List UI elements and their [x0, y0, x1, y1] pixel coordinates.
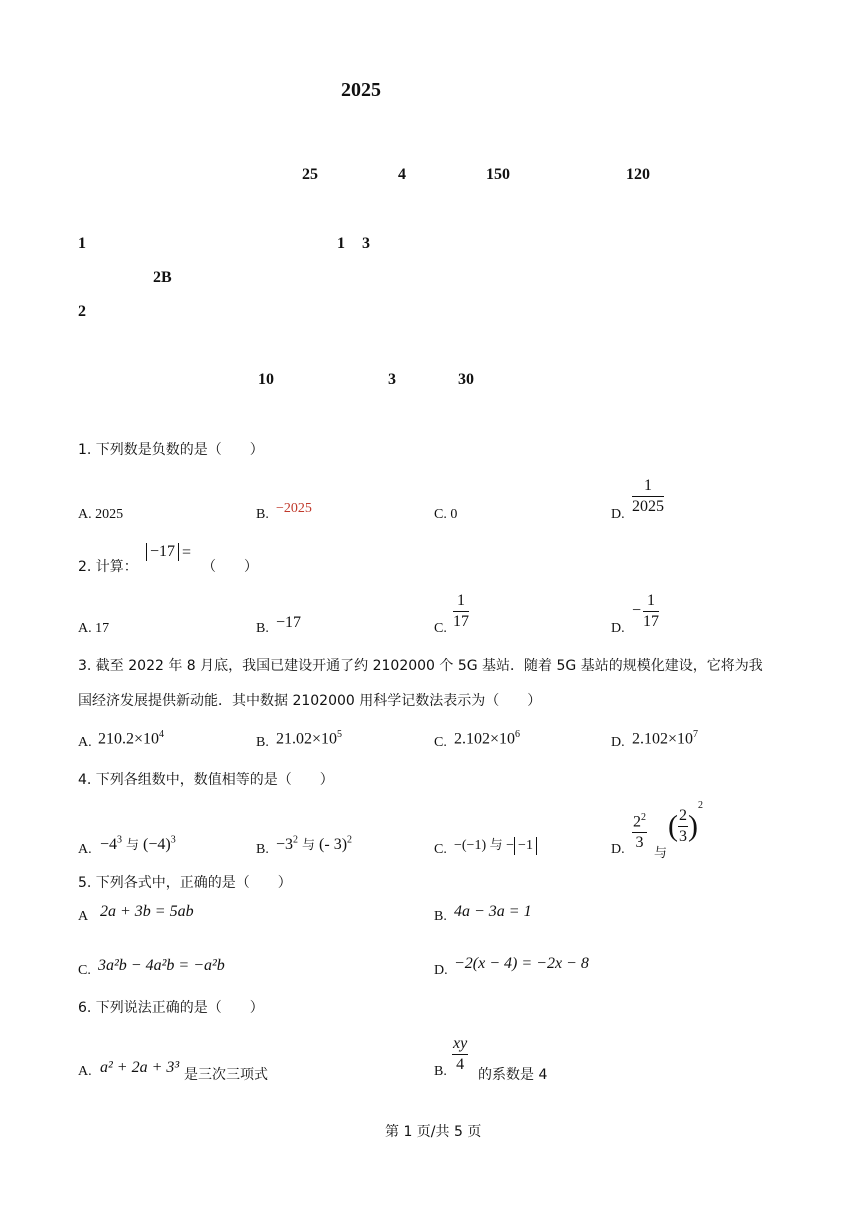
question-6-stem: 6. 下列说法正确的是（ ） — [78, 1000, 264, 1016]
q4-option-b-label: B. — [256, 842, 269, 857]
question-5-stem: 5. 下列各式中，正确的是（ ） — [78, 875, 292, 891]
q2-option-b-value: −17 — [276, 614, 302, 631]
question-4-stem: 4. 下列各组数中，数值相等的是（ ） — [78, 772, 334, 788]
q2-option-d-sign: − — [632, 602, 642, 619]
fraction-numerator: 1 — [643, 591, 659, 612]
fraction-numerator: 1 — [632, 476, 664, 497]
fraction-denominator: 3 — [632, 832, 647, 853]
header-info-25: 25 — [302, 166, 318, 183]
q4-option-a-label: A. — [78, 842, 92, 857]
q6-option-a-label: A. — [78, 1064, 92, 1079]
fraction-denominator: 17 — [643, 613, 659, 630]
q2-option-d-fraction — [643, 591, 659, 632]
q4-option-d-left-fraction — [632, 808, 647, 853]
q5-option-d-label: D. — [434, 963, 448, 978]
q5-option-a-value: 2a + 3b = 5ab — [100, 903, 194, 920]
exam-year: 2025 — [341, 79, 381, 101]
q2-option-d-label: D. — [611, 621, 625, 636]
q5-option-d-value: −2(x − 4) = −2x − 8 — [454, 955, 589, 972]
header-info-120: 120 — [626, 166, 650, 183]
q6-option-b-fraction — [452, 1034, 468, 1075]
question-3-stem-line-1: 3. 截至 2022 年 8 月底，我国已建设开通了约 2102000 个 5G 基站．随着 5G 基站的规模化建设，它将为我 — [78, 658, 763, 674]
note-1-value-a: 1 — [337, 235, 345, 252]
header-info-150: 150 — [486, 166, 510, 183]
note-2b-pencil: 2B — [153, 269, 172, 286]
note-1-value-b: 3 — [362, 235, 370, 252]
q3-option-a-label: A. — [78, 735, 92, 750]
q4-option-d-label: D. — [611, 842, 625, 857]
q6-option-b-text: 的系数是 4 — [478, 1067, 548, 1083]
question-2-stem-suffix: （ ） — [202, 559, 258, 575]
section-count-10: 10 — [258, 371, 274, 388]
q5-option-c-label: C. — [78, 963, 91, 978]
q3-option-d-label: D. — [611, 735, 625, 750]
q2-option-b-label: B. — [256, 621, 269, 636]
page-number: 第 1 页/共 5 页 — [385, 1124, 482, 1140]
q5-option-c-value: 3a²b − 4a²b = −a²b — [98, 957, 225, 974]
fraction-denominator: 3 — [679, 827, 687, 845]
note-2-number: 2 — [78, 303, 86, 320]
q4-option-c-value: −(−1) 与 − −1 — [454, 834, 537, 855]
header-info-4: 4 — [398, 166, 406, 183]
q6-option-b-label: B. — [434, 1064, 447, 1079]
q3-option-b-value: $21.02\times 10^5$ — [276, 729, 343, 748]
q3-option-d-value: $2.102\times 10^7$ — [632, 729, 699, 748]
fraction-numerator: xy — [452, 1034, 468, 1055]
question-1-stem: 1. 下列数是负数的是（ ） — [78, 442, 264, 458]
q3-option-c-label: C. — [434, 735, 447, 750]
q1-option-d-fraction — [632, 476, 664, 517]
q4-option-d-connector: 与 — [654, 846, 668, 861]
section-total-30: 30 — [458, 371, 474, 388]
q4-option-d-right-fraction: ( $\frac{2}{3}$ )$^2$ — [668, 800, 703, 845]
section-score-3: 3 — [388, 371, 396, 388]
q1-option-d-label: D. — [611, 507, 625, 522]
fraction-numerator: 2 — [678, 806, 688, 827]
q2-absolute-value: −17 — [146, 543, 179, 561]
q1-option-b-label: B. — [256, 507, 269, 522]
q5-option-b-label: B. — [434, 909, 447, 924]
q2-option-c-label: C. — [434, 621, 447, 636]
q2-option-c-fraction — [453, 591, 469, 632]
q6-option-a-text: 是三次三项式 — [184, 1067, 268, 1083]
q4-option-a-value: $-4^3$ 与 $(-4)^3$ — [100, 834, 176, 853]
fraction-numerator: 1 — [453, 591, 469, 612]
q6-option-a-value: a² + 2a + 3³ — [100, 1059, 180, 1076]
q1-option-c: C. 0 — [434, 507, 458, 522]
q1-option-b-value: −2025 — [276, 501, 312, 516]
question-2-stem-prefix: 2. 计算： — [78, 559, 138, 575]
q3-option-c-value: $2.102\times 10^6$ — [454, 729, 521, 748]
fraction-denominator: 4 — [456, 1056, 465, 1073]
fraction-numerator: $2^2$ — [633, 812, 646, 831]
q2-equals: = — [182, 544, 192, 561]
fraction-denominator: 2025 — [632, 498, 664, 515]
q3-option-b-label: B. — [256, 735, 269, 750]
question-3-stem-line-2: 国经济发展提供新动能．其中数据 2102000 用科学记数法表示为（ ） — [78, 693, 542, 709]
q4-option-c-label: C. — [434, 842, 447, 857]
q1-option-a: A. 2025 — [78, 507, 124, 522]
q3-option-a-value: $210.2\times 10^4$ — [98, 729, 165, 748]
q4-option-b-value: $-3^2$ 与 (- 3)$^2$ — [276, 834, 353, 853]
q5-option-a-label: A — [78, 909, 89, 924]
fraction-denominator: 17 — [453, 613, 469, 630]
q5-option-b-value: 4a − 3a = 1 — [454, 903, 532, 920]
note-1-number: 1 — [78, 235, 86, 252]
q2-option-a: A. 17 — [78, 621, 110, 636]
